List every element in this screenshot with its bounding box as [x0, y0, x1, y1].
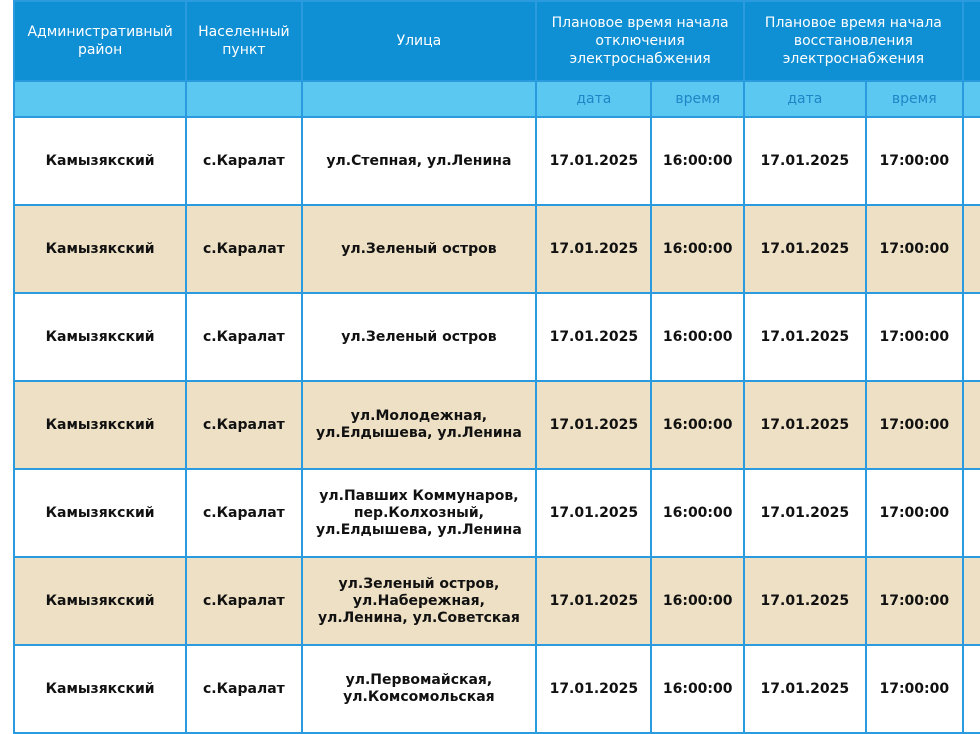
subheader-empty-street — [302, 81, 537, 117]
cell-off-date: 17.01.2025 — [536, 117, 651, 205]
header-outage-start: Плановое время начала отключения электроснабжения — [536, 1, 744, 81]
cell-on-date: 17.01.2025 — [744, 205, 866, 293]
cell-off-time: 16:00:00 — [651, 117, 743, 205]
header-extra — [963, 1, 980, 81]
cell-street: ул.Первомайская, ул.Комсомольская — [302, 645, 537, 733]
cell-extra — [963, 293, 980, 381]
cell-settlement: с.Каралат — [186, 293, 301, 381]
header-street: Улица — [302, 1, 537, 81]
cell-on-time: 17:00:00 — [866, 117, 963, 205]
cell-off-time: 16:00:00 — [651, 469, 743, 557]
cell-settlement: с.Каралат — [186, 205, 301, 293]
cell-off-date: 17.01.2025 — [536, 469, 651, 557]
cell-on-time: 17:00:00 — [866, 381, 963, 469]
cell-on-date: 17.01.2025 — [744, 469, 866, 557]
cell-settlement: с.Каралат — [186, 381, 301, 469]
cell-off-date: 17.01.2025 — [536, 557, 651, 645]
cell-street: ул.Молодежная, ул.Елдышева, ул.Ленина — [302, 381, 537, 469]
subheader-off-time: время — [651, 81, 743, 117]
cell-district: Камызякский — [14, 469, 186, 557]
cell-on-time: 17:00:00 — [866, 557, 963, 645]
table-row — [14, 381, 980, 469]
cell-on-time: 17:00:00 — [866, 645, 963, 733]
table-row — [14, 469, 980, 557]
table-row — [14, 117, 980, 205]
header-district: Административный район — [14, 1, 186, 81]
cell-on-time: 17:00:00 — [866, 469, 963, 557]
cell-off-date: 17.01.2025 — [536, 293, 651, 381]
table-row — [14, 645, 980, 733]
table-row — [14, 205, 980, 293]
subheader-on-date: дата — [744, 81, 866, 117]
outage-schedule-table — [13, 0, 980, 734]
header-restore-start: Плановое время начала восстановления электроснабжения — [744, 1, 963, 81]
cell-on-date: 17.01.2025 — [744, 293, 866, 381]
cell-district: Камызякский — [14, 381, 186, 469]
cell-extra — [963, 205, 980, 293]
cell-settlement: с.Каралат — [186, 557, 301, 645]
cell-street: ул.Павших Коммунаров, пер.Колхозный, ул.Елдышева, ул.Ленина — [302, 469, 537, 557]
cell-district: Камызякский — [14, 293, 186, 381]
subheader-row — [14, 81, 980, 117]
cell-on-date: 17.01.2025 — [744, 557, 866, 645]
cell-off-date: 17.01.2025 — [536, 381, 651, 469]
subheader-empty-district — [14, 81, 186, 117]
cell-extra — [963, 117, 980, 205]
cell-street: ул.Зеленый остров — [302, 205, 537, 293]
cell-district: Камызякский — [14, 117, 186, 205]
cell-street: ул.Степная, ул.Ленина — [302, 117, 537, 205]
cell-extra — [963, 645, 980, 733]
cell-off-date: 17.01.2025 — [536, 205, 651, 293]
subheader-empty-settlement — [186, 81, 301, 117]
cell-on-time: 17:00:00 — [866, 205, 963, 293]
cell-extra — [963, 557, 980, 645]
cell-district: Камызякский — [14, 205, 186, 293]
subheader-on-time: время — [866, 81, 963, 117]
cell-settlement: с.Каралат — [186, 117, 301, 205]
cell-settlement: с.Каралат — [186, 469, 301, 557]
table-row — [14, 557, 980, 645]
cell-on-date: 17.01.2025 — [744, 381, 866, 469]
cell-off-time: 16:00:00 — [651, 205, 743, 293]
subheader-extra — [963, 81, 980, 117]
cell-off-date: 17.01.2025 — [536, 645, 651, 733]
header-settlement: Населенный пункт — [186, 1, 301, 81]
schedule-table-wrapper — [13, 0, 980, 734]
table-row — [14, 293, 980, 381]
cell-on-time: 17:00:00 — [866, 293, 963, 381]
cell-district: Камызякский — [14, 557, 186, 645]
cell-street: ул.Зеленый остров, ул.Набережная, ул.Ленина, ул.Советская — [302, 557, 537, 645]
cell-off-time: 16:00:00 — [651, 645, 743, 733]
cell-off-time: 16:00:00 — [651, 381, 743, 469]
cell-on-date: 17.01.2025 — [744, 645, 866, 733]
header-row — [14, 1, 980, 81]
cell-off-time: 16:00:00 — [651, 293, 743, 381]
cell-district: Камызякский — [14, 645, 186, 733]
cell-on-date: 17.01.2025 — [744, 117, 866, 205]
cell-settlement: с.Каралат — [186, 645, 301, 733]
cell-extra — [963, 381, 980, 469]
cell-street: ул.Зеленый остров — [302, 293, 537, 381]
cell-extra — [963, 469, 980, 557]
cell-off-time: 16:00:00 — [651, 557, 743, 645]
subheader-off-date: дата — [536, 81, 651, 117]
